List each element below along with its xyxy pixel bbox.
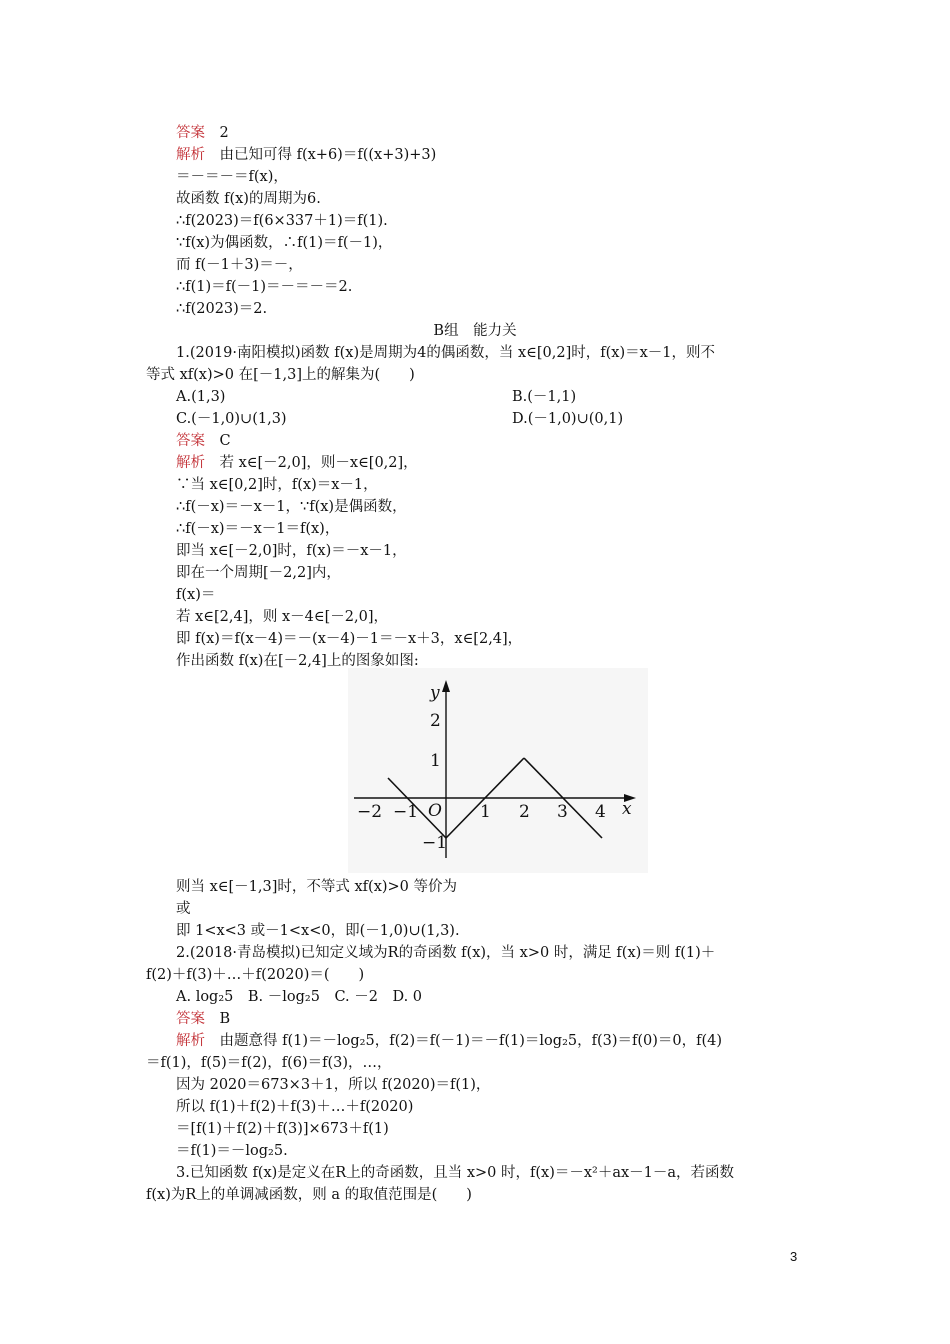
text-line: 而 f(－1＋3)＝－， <box>176 257 303 273</box>
question-2-line1: 2.(2018·青岛模拟)已知定义域为R的奇函数 f(x)，当 x>0 时，满足 f(x)＝则 f(1)＋ <box>176 945 716 961</box>
text-line: ＝f(1)＝－log₂5. <box>176 1143 288 1159</box>
question-3-line1: 3.已知函数 f(x)是定义在R上的奇函数，且当 x>0 时，f(x)＝－x²＋ax－1－a，若函数 <box>176 1165 735 1181</box>
function-graph <box>348 668 648 873</box>
y-axis-label: y <box>430 683 440 703</box>
text-line: ∴f(－x)＝－x－1＝f(x)， <box>176 521 340 537</box>
text-line: 即在一个周期[－2,2]内， <box>176 565 341 581</box>
text-line: ∵当 x∈[0,2]时，f(x)＝x－1， <box>176 477 378 493</box>
text-line: 因为 2020＝673×3＋1，所以 f(2020)＝f(1)， <box>176 1077 491 1093</box>
x-tick-label: −2 <box>357 802 383 822</box>
answer-value: 2 <box>205 125 229 141</box>
text-line: 故函数 f(x)的周期为6. <box>176 191 321 207</box>
analysis-text: 由题意得 f(1)＝－log₂5，f(2)＝f(－1)＝－f(1)＝log₂5，f(3)＝f(0)＝0，f(4) <box>205 1033 723 1049</box>
question-2-line2: f(2)＋f(3)＋…＋f(2020)＝( ) <box>146 967 365 983</box>
text-line: 或 <box>176 901 191 917</box>
text-line: 所以 f(1)＋f(2)＋f(3)＋…＋f(2020) <box>176 1099 414 1115</box>
option-b: B.(－1,1) <box>512 389 577 405</box>
option-d: D.(－1,0)∪(0,1) <box>512 411 624 427</box>
text-line: ＝f(1)，f(5)＝f(2)，f(6)＝f(3)，…， <box>146 1055 392 1071</box>
option-c: C.(－1,0)∪(1,3) <box>176 411 287 427</box>
text-line: ∵f(x)为偶函数，∴f(1)＝f(－1)， <box>176 235 393 251</box>
analysis-label: 解析 <box>176 147 205 163</box>
analysis-line <box>176 453 418 473</box>
question-1-line1: 1.(2019·南阳模拟)函数 f(x)是周期为4的偶函数，当 x∈[0,2]时，f(x)＝x－1，则不 <box>176 345 716 361</box>
x-tick-label: 2 <box>519 802 530 822</box>
answer-label: 答案 <box>176 125 205 141</box>
analysis-label: 解析 <box>176 1033 205 1049</box>
text-line: ∴f(2023)＝2. <box>176 301 268 317</box>
text-line: 即 1<x<3 或－1<x<0，即(－1,0)∪(1,3). <box>176 923 460 939</box>
analysis-label: 解析 <box>176 455 205 471</box>
section-heading: B组 能力关 <box>433 323 517 339</box>
text-line: ∴f(1)＝f(－1)＝－＝－＝2. <box>176 279 353 295</box>
text-line: 即 f(x)＝f(x－4)＝－(x－4)－1＝－x＋3，x∈[2,4]， <box>176 631 523 647</box>
y-tick-label: 1 <box>430 751 441 771</box>
answer-label: 答案 <box>176 1011 205 1027</box>
text-line: 即当 x∈[－2,0]时，f(x)＝－x－1， <box>176 543 407 559</box>
answer-value: C <box>205 433 231 449</box>
origin-label: O <box>428 801 442 821</box>
analysis-text: 由已知可得 f(x+6)＝f((x+3)+3) <box>205 147 437 163</box>
page-number: 3 <box>790 1249 798 1264</box>
tick-labels <box>357 711 606 853</box>
text-line: ∴f(－x)＝－x－1，∵f(x)是偶函数， <box>176 499 407 515</box>
x-axis-label: x <box>622 799 632 819</box>
text-line: ＝[f(1)＋f(2)＋f(3)]×673＋f(1) <box>176 1121 389 1137</box>
answer-line <box>176 431 231 451</box>
text-line: ＝－＝－＝f(x)， <box>176 169 288 185</box>
text-line: f(x)＝ <box>176 587 216 603</box>
y-tick-label: 2 <box>430 711 441 731</box>
x-tick-label: −1 <box>393 802 419 822</box>
x-tick-label: 3 <box>557 802 568 822</box>
y-axis-arrow <box>442 680 450 692</box>
text-line: 作出函数 f(x)在[－2,4]上的图象如图: <box>176 653 419 669</box>
x-tick-label: 1 <box>480 802 491 822</box>
y-tick-label: −1 <box>422 833 448 853</box>
text-line: ∴f(2023)＝f(6×337＋1)＝f(1). <box>176 213 388 229</box>
question-3-line2: f(x)为R上的单调减函数，则 a 的取值范围是( ) <box>146 1187 472 1203</box>
analysis-line <box>176 1031 722 1051</box>
answer-label: 答案 <box>176 433 205 449</box>
question-1-line2: 等式 xf(x)>0 在[－1,3]上的解集为( ) <box>146 367 415 383</box>
analysis-text: 若 x∈[－2,0]，则－x∈[0,2]， <box>205 455 418 471</box>
answer-line <box>176 123 229 143</box>
answer-value: B <box>205 1011 231 1027</box>
analysis-line <box>176 145 436 165</box>
x-tick-label: 4 <box>595 802 606 822</box>
answer-line <box>176 1009 230 1029</box>
option-a: A.(1,3) <box>176 389 226 405</box>
text-line: 若 x∈[2,4]，则 x－4∈[－2,0]， <box>176 609 389 625</box>
text-line: 则当 x∈[－1,3]时，不等式 xf(x)>0 等价为 <box>176 879 458 895</box>
axes <box>354 680 636 858</box>
question-2-options: A. log₂5 B. －log₂5 C. －2 D. 0 <box>176 989 423 1005</box>
